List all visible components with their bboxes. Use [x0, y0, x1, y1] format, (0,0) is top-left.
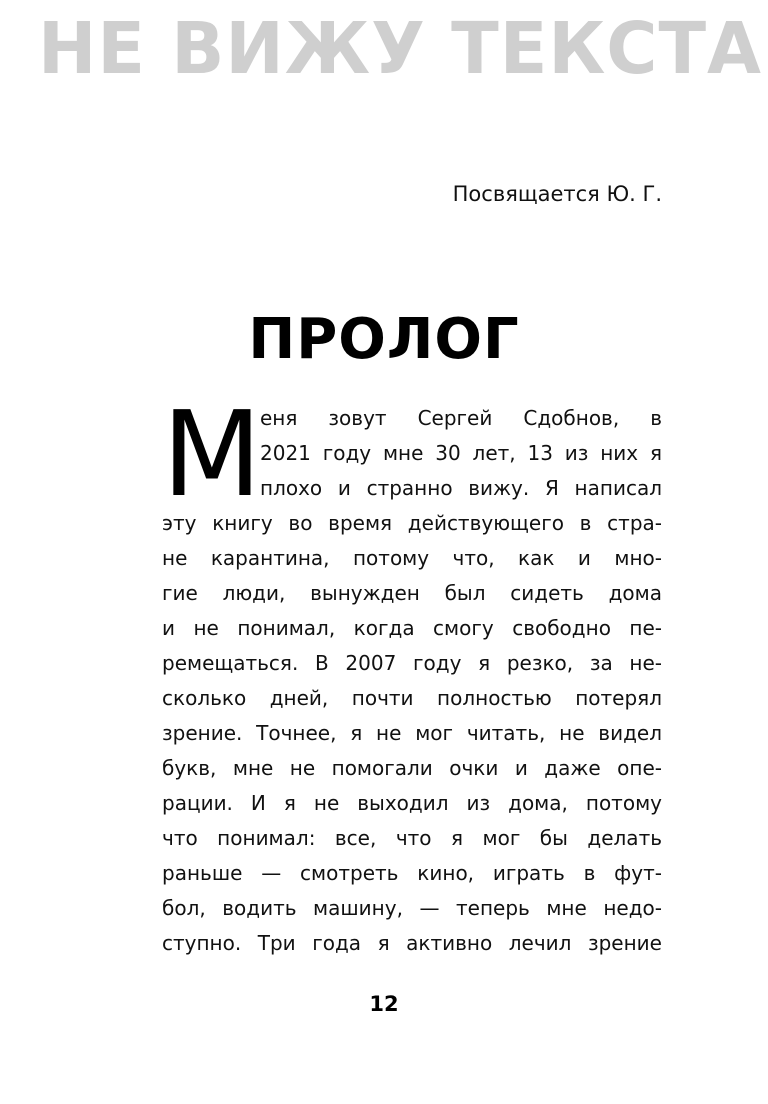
dedication: Посвящается Ю. Г. [452, 182, 662, 206]
page-number: 12 [369, 992, 399, 1016]
chapter-title: ПРОЛОГ [248, 307, 520, 372]
body-line: ступно. Три года я активно лечил зрение [162, 931, 662, 955]
body-line: зрение. Точнее, я не мог читать, не видел [162, 721, 662, 745]
body-line: 2021 году мне 30 лет, 13 из них я [260, 441, 662, 465]
body-line: и не понимал, когда смогу свободно пе- [162, 616, 662, 640]
body-line: ремещаться. В 2007 году я резко, за не- [162, 651, 662, 675]
body-line: не карантина, потому что, как и мно- [162, 546, 662, 570]
body-line: рации. И я не выходил из дома, потому [162, 791, 662, 815]
running-header: НЕ ВИЖУ ТЕКСТА [38, 7, 763, 90]
body-line: что понимал: все, что я мог бы делать [162, 826, 662, 850]
body-line: раньше — смотреть кино, играть в фут- [162, 861, 662, 885]
body-line: сколько дней, почти полностью потерял [162, 686, 662, 710]
body-line: букв, мне не помогали очки и даже опе- [162, 756, 662, 780]
body-line: эту книгу во время действующего в стра- [162, 511, 662, 535]
body-line: еня зовут Сергей Сдобнов, в [260, 406, 662, 430]
body-text [162, 385, 662, 961]
body-line: гие люди, вынужден был сидеть дома [162, 581, 662, 605]
body-line: плохо и странно вижу. Я написал [260, 476, 662, 500]
drop-cap: М [162, 385, 262, 523]
body-line: бол, водить машину, — теперь мне недо- [162, 896, 662, 920]
